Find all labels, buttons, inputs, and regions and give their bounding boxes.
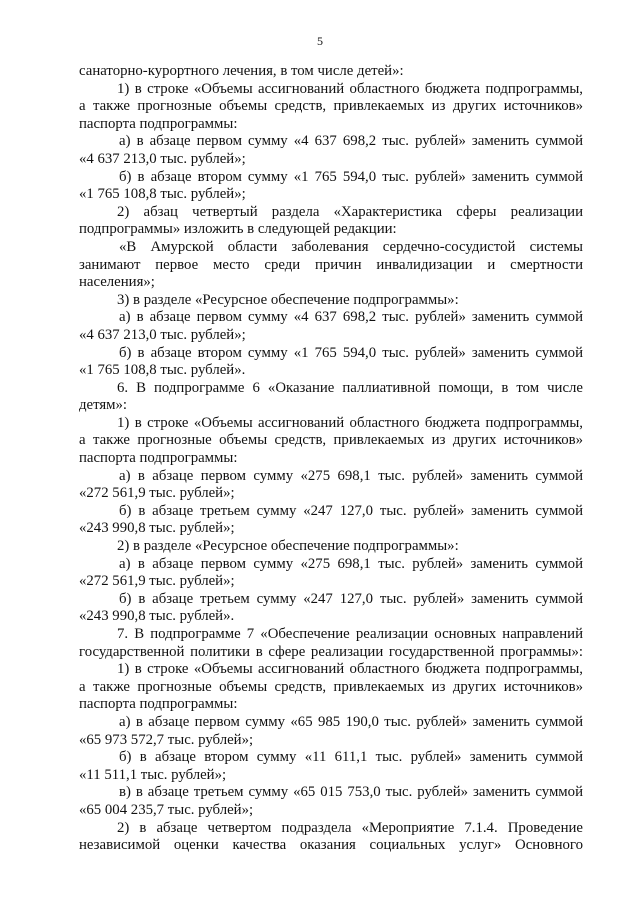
text-line: «272 561,9 тыс. рублей»; — [79, 485, 235, 502]
text-line: б) в абзаце втором сумму «11 611,1 тыс. рублей» заменить суммой — [119, 749, 583, 766]
text-line: 3) в разделе «Ресурсное обеспечение подпрограммы»: — [117, 291, 459, 308]
text-line: 6. В подпрограмме 6 «Оказание паллиативной помощи, в том числе — [117, 379, 583, 396]
text-line: паспорта подпрограммы: — [79, 115, 238, 132]
text-line: 2) в разделе «Ресурсное обеспечение подпрограммы»: — [117, 538, 459, 555]
text-line: 2) в абзаце четвертом подраздела «Мероприятие 7.1.4. Проведение — [117, 819, 583, 836]
text-line: населения»; — [79, 274, 155, 291]
text-line: «243 990,8 тыс. рублей». — [79, 608, 235, 625]
text-line: «65 973 572,7 тыс. рублей»; — [79, 731, 254, 748]
text-line: а также прогнозные объемы средств, привлекаемых из других источников» — [79, 432, 583, 449]
text-line: «272 561,9 тыс. рублей»; — [79, 573, 235, 590]
text-line: а) в абзаце первом сумму «275 698,1 тыс. рублей» заменить суммой — [119, 555, 583, 572]
text-line: в) в абзаце третьем сумму «65 015 753,0 тыс. рублей» заменить суммой — [119, 784, 583, 801]
text-line: «4 637 213,0 тыс. рублей»; — [79, 150, 246, 167]
text-line: а также прогнозные объемы средств, привлекаемых из других источников» — [79, 678, 583, 695]
text-line: независимой оценки качества оказания социальных услуг» Основного — [79, 837, 583, 854]
text-line: «243 990,8 тыс. рублей»; — [79, 520, 235, 537]
text-line: паспорта подпрограммы: — [79, 696, 238, 713]
text-line: а также прогнозные объемы средств, привлекаемых из других источников» — [79, 98, 583, 115]
text-line: государственной политики в сфере реализации государственной программы»: — [79, 643, 583, 660]
text-line: а) в абзаце первом сумму «275 698,1 тыс. рублей» заменить суммой — [119, 467, 583, 484]
text-line: занимают первое место среди причин инвалидизации и смертности — [79, 256, 583, 273]
document-body — [79, 63, 583, 855]
text-line: 1) в строке «Объемы ассигнований областного бюджета подпрограммы, — [117, 414, 583, 431]
text-line: б) в абзаце втором сумму «1 765 594,0 тыс. рублей» заменить суммой — [119, 344, 583, 361]
text-line: санаторно-курортного лечения, в том числе детей»: — [79, 63, 404, 79]
text-line: паспорта подпрограммы: — [79, 450, 238, 467]
text-line: «11 511,1 тыс. рублей»; — [79, 766, 227, 783]
text-line: «1 765 108,8 тыс. рублей». — [79, 362, 246, 379]
text-line: 1) в строке «Объемы ассигнований областного бюджета подпрограммы, — [117, 661, 583, 678]
text-line: «4 637 213,0 тыс. рублей»; — [79, 326, 246, 343]
text-line: 7. В подпрограмме 7 «Обеспечение реализации основных направлений — [117, 626, 583, 642]
text-line: подпрограммы» изложить в следующей редакции: — [79, 221, 397, 238]
text-line: б) в абзаце втором сумму «1 765 594,0 тыс. рублей» заменить суммой — [119, 168, 583, 185]
text-line: детям»: — [79, 397, 128, 414]
text-line: а) в абзаце первом сумму «4 637 698,2 тыс. рублей» заменить суммой — [119, 133, 583, 150]
text-line: а) в абзаце первом сумму «4 637 698,2 тыс. рублей» заменить суммой — [119, 309, 583, 326]
text-line: 1) в строке «Объемы ассигнований областного бюджета подпрограммы, — [117, 80, 583, 97]
text-line: б) в абзаце третьем сумму «247 127,0 тыс. рублей» заменить суммой — [119, 590, 583, 607]
text-line: б) в абзаце третьем сумму «247 127,0 тыс. рублей» заменить суммой — [119, 502, 583, 519]
page-number: 5 — [317, 34, 323, 48]
text-line: «1 765 108,8 тыс. рублей»; — [79, 186, 246, 203]
text-line: «65 004 235,7 тыс. рублей»; — [79, 801, 254, 818]
text-line: 2) абзац четвертый раздела «Характеристика сферы реализации — [117, 203, 583, 220]
text-line: а) в абзаце первом сумму «65 985 190,0 тыс. рублей» заменить суммой — [119, 713, 583, 730]
text-line: «В Амурской области заболевания сердечно-сосудистой системы — [119, 238, 583, 255]
